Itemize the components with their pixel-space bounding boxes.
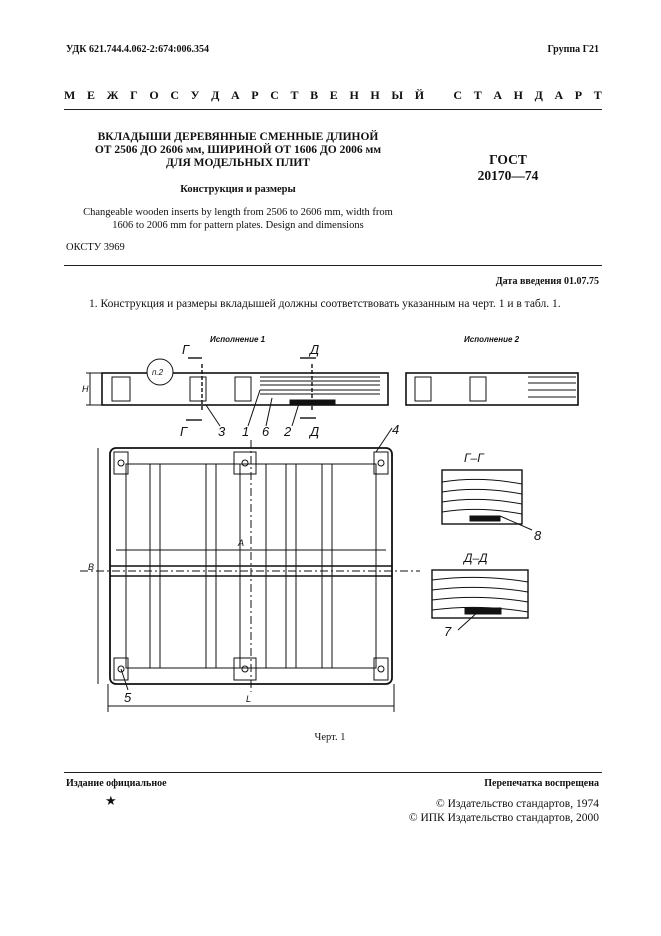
variant-1-label: Исполнение 1	[210, 335, 266, 344]
gost-code: 20170—74	[477, 168, 539, 183]
english-title	[64, 206, 412, 232]
standard-type-letter: М	[64, 88, 76, 102]
side-view-variant-2	[406, 373, 578, 405]
document-title	[64, 131, 412, 170]
standard-type-letter: Е	[329, 88, 338, 102]
standard-type-letter: А	[493, 88, 502, 102]
standard-type-letter: Т	[473, 88, 482, 102]
section-mark-g-top: Г	[182, 342, 190, 357]
standard-type-letter: С	[453, 88, 463, 102]
side-view-variant-1	[102, 359, 388, 405]
clause-1-text: 1. Конструкция и размеры вкладышей должны соответствовать указанным на черт. 1 и в табл. 1.	[89, 298, 561, 310]
callout-2: 2	[284, 424, 292, 439]
gost-label: ГОСТ	[489, 152, 527, 167]
english-title-line-2: 1606 to 2006 mm for pattern plates. Design and dimensions	[112, 220, 364, 231]
title-line-2: ОТ 2506 ДО 2606 мм, ШИРИНОЙ ОТ 1606 ДО 2006 мм	[94, 144, 382, 156]
callout-1: 1	[242, 424, 250, 439]
standard-type-letter: Д	[211, 88, 220, 102]
section-dd-view	[432, 570, 528, 618]
standard-type-letter: Ы	[391, 88, 404, 102]
standard-type-heading	[64, 88, 602, 103]
section-mark-d-top: Д	[310, 342, 320, 357]
section-gg-view	[442, 470, 522, 524]
standard-type-letter: Е	[86, 88, 95, 102]
standard-type-letter: Д	[534, 88, 543, 102]
figure-caption: Черт. 1	[314, 732, 346, 743]
document-subtitle: Конструкция и размеры	[180, 184, 296, 195]
standard-type-letter: Р	[574, 88, 583, 102]
standard-type-letter: У	[190, 88, 200, 102]
standard-type-letter: Ж	[106, 88, 119, 102]
star-mark: ★	[105, 793, 117, 808]
okstu-code: ОКСТУ 3969	[66, 242, 125, 253]
drawing-figure-1	[60, 330, 605, 722]
group-code: Группа Г21	[547, 44, 599, 55]
dimension-a-label: A	[238, 538, 245, 548]
section-dd-label: Д–Д	[464, 551, 488, 565]
callout-p2: п.2	[152, 368, 164, 377]
callout-7: 7	[444, 624, 452, 639]
variant-2-label: Исполнение 2	[464, 335, 520, 344]
udk-code: УДК 621.744.4.062-2:674:006.354	[66, 44, 209, 55]
header-rule	[64, 109, 602, 110]
callout-4: 4	[392, 422, 400, 437]
intro-date: Дата введения 01.07.75	[495, 276, 599, 287]
standard-type-letter: Р	[251, 88, 259, 102]
title-line-1: ВКЛАДЫШИ ДЕРЕВЯННЫЕ СМЕННЫЕ ДЛИНОЙ	[97, 131, 379, 143]
official-edition: Издание официальное	[66, 778, 167, 789]
section-mark-g-bottom: Г	[180, 424, 188, 439]
standard-type-letter: Н	[370, 88, 380, 102]
english-title-line-1: Changeable wooden inserts by length from 2506 to 2606 mm, width from	[83, 207, 393, 218]
callout-8: 8	[534, 528, 542, 543]
section-mark-d-bottom: Д	[310, 424, 320, 439]
standard-type-letter: Н	[513, 88, 523, 102]
callout-6: 6	[262, 424, 270, 439]
standard-type-letter: Г	[130, 88, 138, 102]
standard-type-letter: А	[230, 88, 240, 102]
title-line-3: ДЛЯ МОДЕЛЬНЫХ ПЛИТ	[165, 157, 311, 169]
standard-type-letter: Т	[593, 88, 602, 102]
gost-number	[440, 152, 576, 184]
copyright-1974: © Издательство стандартов, 1974	[435, 798, 599, 810]
dimension-l-label: L	[246, 694, 252, 704]
plan-view	[80, 440, 420, 692]
reprint-notice: Перепечатка воспрещена	[484, 778, 599, 789]
okstu-rule	[64, 265, 602, 266]
standard-type-letter: О	[149, 88, 159, 102]
standard-type-letter: А	[554, 88, 564, 102]
dimension-h-label: H	[82, 384, 89, 394]
standard-type-letter: С	[270, 88, 279, 102]
dimension-b-label: B	[88, 562, 95, 572]
standard-type-letter: С	[170, 88, 179, 102]
callout-5: 5	[124, 690, 132, 705]
section-gg-label: Г–Г	[464, 451, 484, 465]
footer-rule	[64, 772, 602, 773]
copyright-2000: © ИПК Издательство стандартов, 2000	[408, 812, 599, 824]
standard-type-letter: Й	[414, 88, 425, 102]
standard-type-letter: Т	[290, 88, 299, 102]
standard-type-gap	[436, 88, 442, 103]
standard-type-letter: Н	[349, 88, 359, 102]
callout-3: 3	[218, 424, 226, 439]
standard-type-letter: В	[310, 88, 319, 102]
